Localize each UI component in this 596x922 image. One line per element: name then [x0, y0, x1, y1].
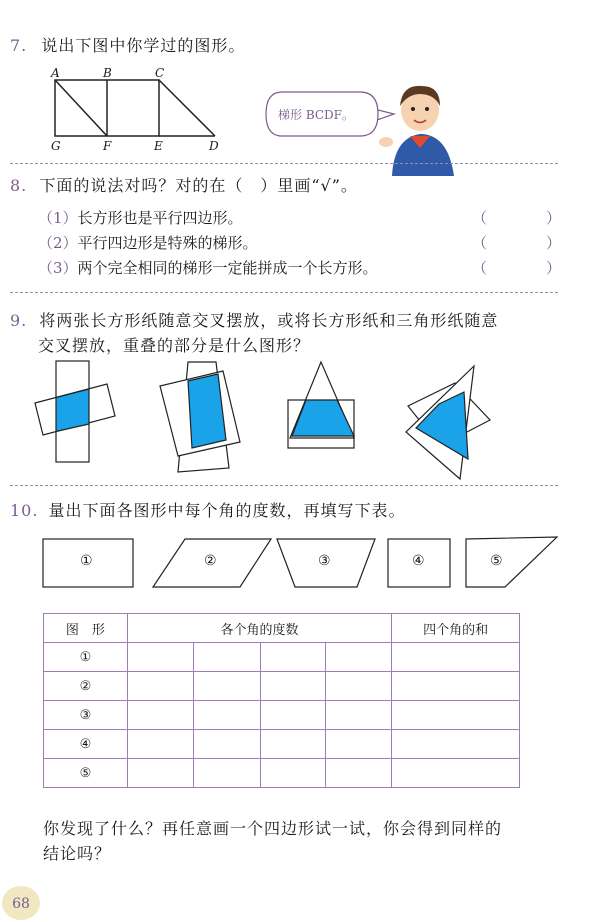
shape-4-label: ④ — [412, 553, 425, 569]
page-number: 68 — [2, 886, 40, 920]
q7-heading — [10, 33, 245, 59]
q10-number: 10. — [10, 501, 39, 520]
table-cell[interactable] — [326, 730, 392, 759]
table-row — [44, 730, 520, 759]
q8-item-1 — [38, 207, 243, 229]
table-row — [44, 643, 520, 672]
table-cell[interactable] — [392, 643, 520, 672]
point-e-label: E — [154, 139, 163, 153]
table-cell[interactable] — [326, 643, 392, 672]
q8-item-1-index: （1） — [38, 209, 78, 227]
table-cell[interactable] — [127, 730, 193, 759]
q10-heading — [10, 498, 406, 524]
q8-item-3-text: 两个完全相同的梯形一定能拼成一个长方形。 — [77, 259, 378, 277]
point-a-label: A — [51, 66, 60, 80]
table-cell[interactable] — [260, 730, 326, 759]
q8-heading — [10, 173, 358, 199]
boy-illustration — [372, 76, 467, 176]
table-cell[interactable] — [193, 643, 260, 672]
q7-line-af — [55, 80, 107, 136]
table-cell[interactable] — [392, 759, 520, 788]
q9-number: 9. — [10, 311, 28, 330]
q7-number: 7. — [10, 36, 28, 55]
table-row-label: ② — [44, 672, 128, 701]
q8-item-3-answer-box[interactable]: （ ） — [472, 259, 584, 277]
table-cell[interactable] — [260, 643, 326, 672]
q9-figures — [28, 358, 558, 483]
q9-figure-3 — [288, 362, 354, 448]
q8-item-2-answer-box[interactable]: （ ） — [472, 234, 584, 252]
divider-3 — [10, 485, 558, 486]
table-cell[interactable] — [392, 672, 520, 701]
table-cell[interactable] — [127, 701, 193, 730]
divider-2 — [10, 292, 558, 293]
q10-footer-line-1: 你发现了什么？再任意画一个四边形试一试，你会得到同样的 — [43, 819, 503, 838]
q10-text: 量出下面各图形中每个角的度数，再填写下表。 — [48, 501, 406, 520]
table-cell[interactable] — [260, 759, 326, 788]
q8-item-2-index: （2） — [38, 234, 78, 252]
q7-line-cd — [159, 80, 215, 136]
table-row — [44, 701, 520, 730]
table-row — [44, 672, 520, 701]
q7-text: 说出下图中你学过的图形。 — [41, 36, 246, 55]
q9-figure-4 — [406, 366, 490, 479]
table-cell[interactable] — [326, 672, 392, 701]
table-cell[interactable] — [392, 701, 520, 730]
table-row-label: ⑤ — [44, 759, 128, 788]
point-c-label: C — [155, 66, 165, 80]
table-row-label: ④ — [44, 730, 128, 759]
table-header-row — [44, 614, 520, 643]
table-header-shape: 图 形 — [44, 614, 128, 643]
q8-item-3-index: （3） — [38, 259, 78, 277]
q8-item-3 — [38, 257, 378, 279]
table-cell[interactable] — [260, 672, 326, 701]
q8-item-2-text: 平行四边形是特殊的梯形。 — [77, 234, 258, 252]
q8-number: 8. — [10, 176, 28, 195]
shape-2-label: ② — [204, 553, 217, 569]
q9-heading — [10, 308, 498, 334]
table-cell[interactable] — [193, 701, 260, 730]
q8-item-1-answer-box[interactable]: （ ） — [472, 209, 584, 227]
table-cell[interactable] — [392, 730, 520, 759]
divider-1 — [10, 163, 558, 164]
angle-table — [43, 613, 520, 788]
table-cell[interactable] — [127, 672, 193, 701]
shape-5-quadrilateral — [466, 537, 557, 587]
table-row-label: ③ — [44, 701, 128, 730]
point-d-label: D — [209, 139, 219, 153]
table-cell[interactable] — [193, 672, 260, 701]
table-cell[interactable] — [127, 759, 193, 788]
table-cell[interactable] — [193, 759, 260, 788]
shape-1-label: ① — [80, 553, 93, 569]
table-row — [44, 759, 520, 788]
bubble-text: 梯形 BCDF。 — [278, 108, 354, 122]
point-g-label: G — [51, 139, 61, 153]
q8-text: 下面的说法对吗？对的在（ ）里画“√”。 — [39, 176, 358, 195]
q8-item-1-text: 长方形也是平行四边形。 — [77, 209, 243, 227]
q9-line-1: 将两张长方形纸随意交叉摆放，或将长方形纸和三角形纸随意 — [39, 311, 499, 330]
table-cell[interactable] — [260, 701, 326, 730]
point-f-label: F — [103, 139, 112, 153]
q9-line-2: 交叉摆放，重叠的部分是什么图形？ — [38, 336, 311, 355]
q10-footer-line-2: 结论吗？ — [43, 844, 112, 863]
table-cell[interactable] — [326, 759, 392, 788]
shape-5-label: ⑤ — [490, 553, 503, 569]
shape-3-label: ③ — [318, 553, 331, 569]
table-row-label: ① — [44, 643, 128, 672]
q9-figure-2 — [160, 362, 240, 472]
table-cell[interactable] — [326, 701, 392, 730]
table-header-angles: 各个角的度数 — [127, 614, 391, 643]
q8-item-2 — [38, 232, 258, 254]
table-cell[interactable] — [127, 643, 193, 672]
point-b-label: B — [103, 66, 112, 80]
table-cell[interactable] — [193, 730, 260, 759]
table-header-sum: 四个角的和 — [392, 614, 520, 643]
q9-figure-1 — [35, 361, 115, 462]
